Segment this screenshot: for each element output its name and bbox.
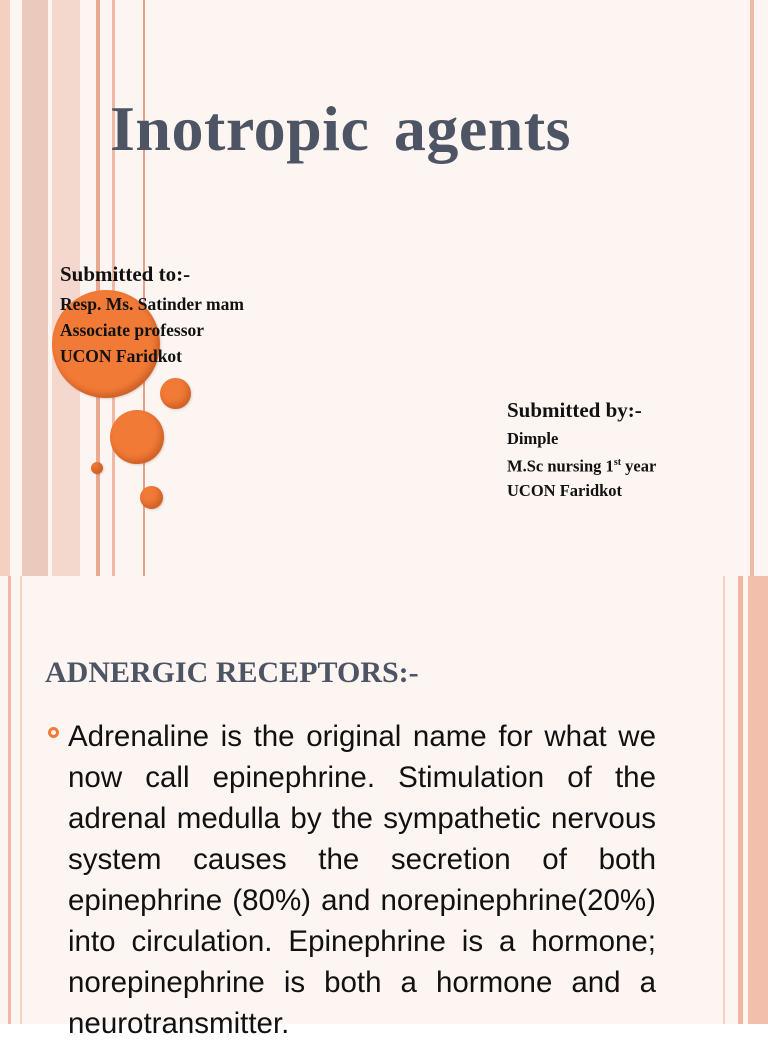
submitted-by-block bbox=[507, 398, 656, 503]
decorative-stripe bbox=[0, 0, 10, 576]
decorative-stripe bbox=[748, 576, 768, 1024]
decorative-stripe bbox=[723, 576, 725, 1024]
ring-bullet-icon bbox=[48, 727, 59, 738]
submitted-to-line: Associate professor bbox=[60, 320, 205, 340]
slide-heading: ADNERGIC RECEPTORS:- bbox=[45, 656, 419, 689]
decorative-circle-icon bbox=[91, 462, 103, 474]
decorative-stripe bbox=[738, 576, 743, 1024]
submitted-to-line: UCON Faridkot bbox=[60, 346, 183, 366]
bullet-paragraph: Adrenaline is the original name for what we now call epinephrine. Stimulation of the adrenal medulla by the sympathetic nervous system causes the secretion of both epinephrine (80%) and norepinephrine(20%) into circulation. Epinephrine is a hormone; norepinephrine is both a hormone and a neurotransmitter. bbox=[68, 720, 656, 1040]
course-text: M.Sc nursing 1 bbox=[507, 456, 614, 476]
submitted-to-block bbox=[60, 262, 244, 369]
submitted-by-heading: Submitted by:- bbox=[507, 398, 642, 422]
slide-title-text: Inotropic agents bbox=[110, 93, 572, 164]
decorative-stripe bbox=[22, 0, 48, 576]
submitted-by-name: Dimple bbox=[507, 429, 559, 448]
submitted-by-college: UCON Faridkot bbox=[507, 480, 623, 500]
decorative-stripe bbox=[20, 576, 22, 1024]
decorative-circle-icon bbox=[160, 378, 191, 409]
decorative-stripe bbox=[750, 0, 754, 576]
course-superscript: st bbox=[613, 457, 622, 468]
decorative-stripe bbox=[8, 576, 11, 1024]
decorative-circle-icon bbox=[140, 486, 163, 509]
submitted-to-heading: Submitted to:- bbox=[60, 262, 191, 286]
course-suffix: year bbox=[621, 456, 657, 476]
submitted-to-line: Resp. Ms. Satinder mam bbox=[60, 294, 244, 314]
decorative-circle-icon bbox=[110, 410, 164, 464]
submitted-by-course bbox=[507, 451, 656, 479]
